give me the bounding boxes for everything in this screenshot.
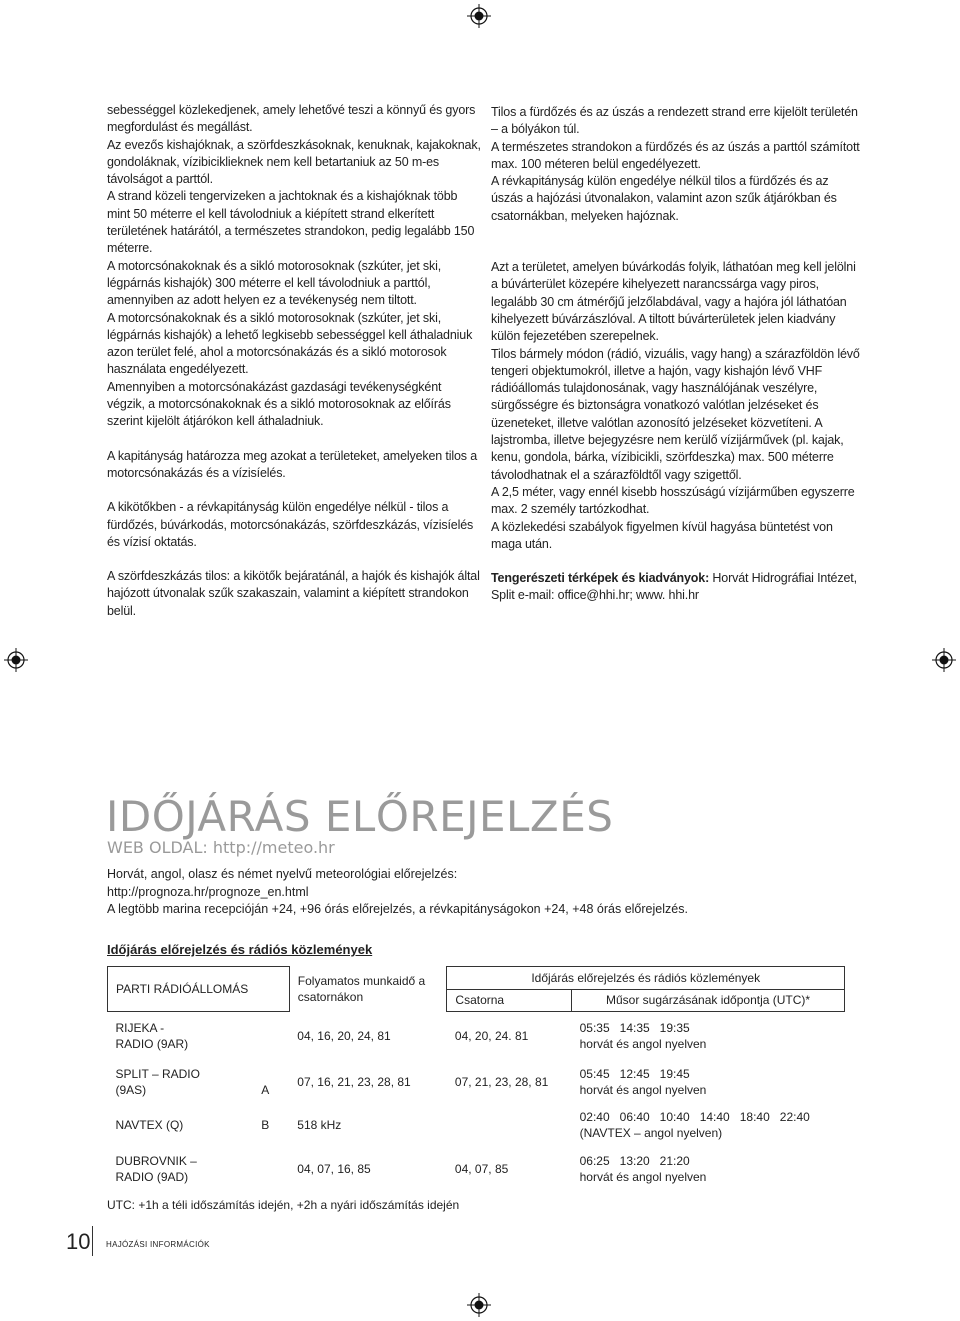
paragraph: A kapitányság határozza meg azokat a területeket, amelyeken tilos a motorcsónakázás és a vízisíelés. (107, 448, 478, 480)
paragraph: Amennyiben a motorcsónakázást gazdasági tevékenységként végzik, a motorcsónakoknak és a sikló motorosoknak az előírás szerint kijelölt átjárókon kell áthaladniuk. (107, 379, 451, 429)
paragraph: A kikötőkben - a révkapitányság külön engedélye nélkül - tilos a fürdőzés, búvárkodás, motorcsónakázás, szörfdeszkázás, vízisíelés és vízisí oktatás. (107, 500, 474, 549)
paragraph: sebességgel közlekedjenek, amely lehetővé teszi a könnyű és gyors megfordulást és megállást. (107, 103, 476, 135)
station-cell: SPLIT – RADIO (9AS) A (115, 1066, 270, 1097)
forecast-link: http://prognoza.hr/prognoze_en.html (107, 884, 309, 899)
footer-divider (92, 1226, 93, 1256)
paragraph: A motorcsónakoknak és a sikló motorosoknak (szkúter, jet ski, légpárnás kishajók) 300 méterre el kell távolodniuk a parttól, amennyiben az adott helyen ez a tevékenység nem tiltott. (107, 258, 442, 308)
contact-label: Tengerészeti térképek és kiadványok: (491, 571, 710, 586)
forecast-line: A legtöbb marina recepcióján +24, +96 órás előrejelzés, a révkapitányságokon +24, +48 órás előrejelzés. (107, 902, 688, 916)
forecast-channel-cell: 07, 21, 23, 28, 81 (454, 1074, 549, 1089)
header-channel: Csatorna (447, 989, 572, 1012)
paragraph: Tilos a fürdőzés és az úszás a rendezett strand erre kijelölt területén – a bólyákon túl. (491, 105, 858, 137)
channels-cell: 518 kHz (297, 1117, 342, 1132)
channels-cell: 04, 07, 16, 85 (297, 1161, 371, 1176)
contact-text: Horvát Hidrográfiai Intézet, Split e-mail: office@hhi.hr; www. hhi.hr (491, 571, 857, 603)
time-cell: 05:35 14:35 19:35 horvát és angol nyelven (579, 1020, 707, 1051)
table-row (108, 1104, 845, 1146)
station-cell: NAVTEX (Q) B (115, 1117, 270, 1132)
time-cell: 05:45 12:45 19:45 horvát és angol nyelven (579, 1066, 707, 1097)
page-number: 10 (66, 1229, 91, 1254)
paragraph: A természetes strandokon a fürdőzés és az úszás a parttól számított max. 100 méteren belül engedélyezett. (491, 139, 860, 171)
station-cell: DUBROVNIK – RADIO (9AD) (115, 1153, 197, 1184)
footer-label: HAJÓZÁSI INFORMÁCIÓK (106, 1240, 210, 1249)
contact-paragraph (491, 570, 861, 605)
channels-cell: 07, 16, 21, 23, 28, 81 (297, 1074, 411, 1089)
forecast-line: Horvát, angol, olasz és német nyelvű meteorológiai előrejelzés: (107, 867, 458, 881)
registration-mark-top-icon (467, 4, 491, 28)
header-group: Időjárás előrejelzés és rádiós közlemények (447, 967, 845, 990)
registration-mark-bottom-icon (467, 1293, 491, 1317)
station-cell: RIJEKA - RADIO (9AR) (115, 1020, 189, 1051)
time-cell: 06:25 13:20 21:20 horvát és angol nyelven (579, 1153, 707, 1184)
forecast-text (107, 866, 827, 919)
header-station: PARTI RÁDIÓÁLLOMÁS (108, 967, 290, 1012)
forecast-channel-cell (447, 1104, 572, 1146)
header-continuous: Folyamatos munkaidő a csatornákon (297, 974, 426, 1004)
table-row (108, 1012, 845, 1060)
header-broadcast-time: Műsor sugárzásának időpontja (UTC)* (572, 989, 845, 1012)
radio-table (107, 966, 845, 1192)
table-row (108, 1146, 845, 1192)
paragraph: A közlekedési szabályok figyelmen kívül hagyása büntetést von maga után. (491, 519, 833, 551)
paragraph: A strand közeli tengervizeken a jachtoknak és a kishajóknak több mint 50 méterre el kell távolodniuk a kiépített strand elkerített területének határától, a természetes strandokon, pedig legalább 150 méterre. (107, 189, 475, 256)
table-header-row (108, 967, 845, 990)
left-text-column (107, 102, 482, 620)
registration-mark-left-icon (4, 648, 28, 672)
paragraph: A szörfdeszkázás tilos: a kikötők bejáratánál, a hajók és kishajók által hajózott útvonalak szűk szakaszain, valamint a kiépített strandokon belül. (107, 569, 480, 618)
forecast-channel-cell: 04, 07, 85 (454, 1161, 509, 1176)
time-cell: 02:40 06:40 10:40 14:40 18:40 22:40 (NAVTEX – angol nyelven) (579, 1109, 810, 1140)
paragraph: A 2,5 méter, vagy ennél kisebb hosszúságú vízijárműben egyszerre max. 2 személy tartózkodhat. (491, 484, 855, 517)
table-row (108, 1060, 845, 1104)
paragraph: Azt a területet, amelyen búvárkodás folyik, láthatóan meg kell jelölni a búvárterület közepére kihelyezett narancssárga vagy piros, legalább 30 cm átmérőjű jelzőlabdával, vagy a hajóra jól láthatóan kihelyezett búvárzászlóval. A tiltott búvárterületek jelen kiadvány külön fejezetében szerepelnek. (491, 260, 856, 344)
paragraph: A révkapitányság külön engedélye nélkül tilos a fürdőzés és az úszás a hajózási útvonalakon, valamint azon szűk átjárókban és csatornákban, melyeken hajóznak. (491, 174, 837, 223)
right-text-column (491, 104, 861, 605)
forecast-channel-cell: 04, 20, 24. 81 (454, 1028, 529, 1043)
channels-cell: 04, 16, 20, 24, 81 (297, 1028, 391, 1043)
registration-mark-right-icon (932, 648, 956, 672)
table-title: Időjárás előrejelzés és rádiós közlemények (107, 942, 373, 957)
paragraph: Az evezős kishajóknak, a szörfdeszkásoknak, kenuknak, kajakoknak, gondoláknak, vízibiciklieknek nem kell betartaniuk az 50 m-es távolságot a parttól. (107, 137, 481, 187)
weather-heading: IDŐJÁRÁS ELŐREJELZÉS (106, 792, 614, 841)
paragraph: A motorcsónakoknak és a sikló motorosoknak (szkúter, jet ski, légpárnás kishajók) a lehető legkisebb sebességgel kell áthaladniuk azon terület felé, ahol a motorcsónakázás és a sikló motorosok használata engedélyezett. (107, 310, 473, 377)
paragraph: Tilos bármely módon (rádió, vizuális, vagy hang) a szárazföldön lévő tengeri objektumokról, illetve a hajón, vagy kishajón lévő VHF rádióállomás tulajdonosának, vagy használójának veszélyre, sürgősségre és biztonságra vonatkozó valótlan jelzéseket és üzeneteket, illetve valótlan azonosító jelzéseket közvetíteni. A lajstromba, illetve bejegyzésre nem kerülő vízijárművek (pl. kajak, kenu, gondola, bárka, vízibicikli, szörfdeszka) max. 500 méterre távolodhatnak el a szárazföldtől vagy szigettől. (491, 346, 860, 482)
utc-note: UTC: +1h a téli időszámítás idején, +2h a nyári időszámítás idején (107, 1198, 460, 1212)
weather-web-line: WEB OLDAL: http://meteo.hr (107, 838, 335, 857)
